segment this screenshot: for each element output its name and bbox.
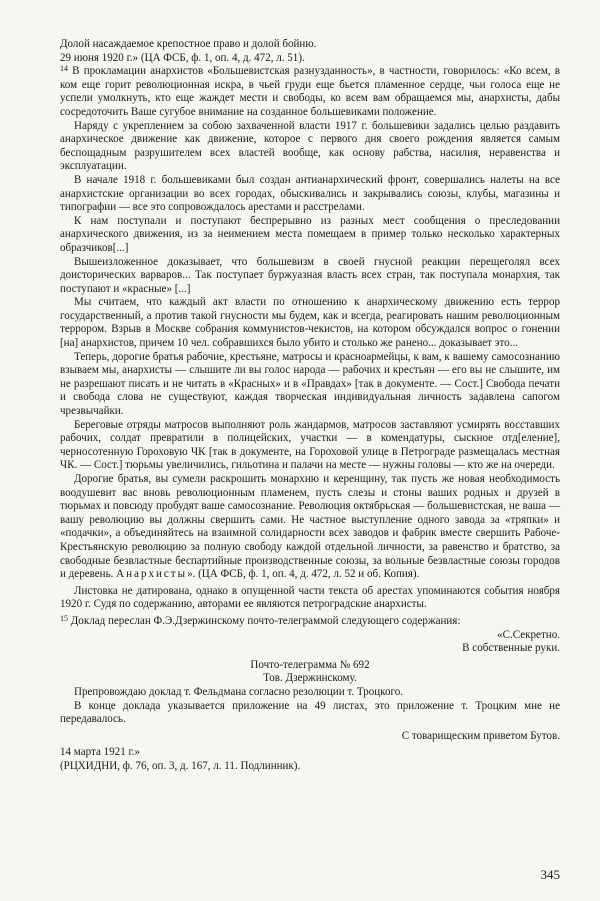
own-hands-mark: В собственные руки. — [462, 642, 560, 655]
footnote-14 — [60, 65, 560, 119]
telegram-body: В конце доклада указывается приложение на 49 листах, это приложение т. Троцким мне не передавалось. — [60, 699, 560, 726]
proclamation-paragraph: Береговые отряды матросов выполняют роль жандармов, матросов заставляют усмирять восставших рабочих, солдат превратили в полицейских, участки — в комендатуры, сыскное отд[еление], черносотенную Гороховую ЧК [так в документе, на Гороховой улице в Петрограде размещалась местная ЧК. — Сост.] тюрьмы увеличились, гильотина и палачи на месте — нужны головы — кто же на очереди. — [60, 418, 560, 472]
proclamation-paragraph: Наряду с укреплением за собою захваченной власти 1917 г. большевики задались целью раздавить анархическое движение как движение, которое с первого дня своего рождения является самым беспощадным разрушителем всех властей вообще, как основу рабства, насилия, неравенства и эксплуатации. — [60, 119, 560, 173]
footnote-15 — [60, 615, 560, 629]
intro-line: Долой насаждаемое крепостное право и долой бойню. — [60, 38, 317, 50]
signature: Анархисты — [116, 568, 188, 581]
telegram-source: (РЦХИДНИ, ф. 76, оп. 3, д. 167, л. 11. Подлинник). — [60, 759, 301, 772]
page-number: 345 — [540, 867, 560, 882]
archive-source: ». (ЦА ФСБ, ф. 1, оп. 4, д. 472, л. 52 и об. Копия). — [187, 568, 420, 581]
intro-date-source: 29 июня 1920 г.» (ЦА ФСБ, ф. 1, оп. 4, д. 472, л. 51). — [60, 51, 305, 64]
paragraph-text: Дорогие братья, вы сумели раскрошить монархию и керенщину, так пусть же новая необходимость воодушевит вас вновь революционным пламенем, пусть слезы и стоны ваших родных и друзей в тюрьмах и повсюду пробудят ваше самосознание. Революция октябрьская — большевистская, не ваша — вашу революцию вы должны свершить сами. Не частное выступление одного завода за «тряпки» и «подачки», а объединяйтесь на взаимной солидарности всех заводов и фабрик вместе свершить Рабоче-Крестьянскую революцию за полную свободу каждой отдельной личности, за равенство и братство, за свободные безвластные беспартийные производственные союзы, за вольные безвластные союзы городов и деревень. — [60, 473, 560, 581]
proclamation-paragraph — [60, 473, 560, 582]
footnote-14-text: В прокламации анархистов «Большевистская разнузданность», в частности, говорилось: «Ко всем, в ком еще горит революционная искра, в чьей груди еще бьется пламенное сердце, чьи голоса еще не успели умолкнуть, кто еще жаждет мести и свободы, ко всем вам обращаемся мы, анархисты, дабы сосредоточить Ваше сугубое внимание на созданное большевиками положение. — [60, 65, 560, 118]
proclamation-paragraph: Теперь, дорогие братья рабочие, крестьяне, матросы и красноармейцы, к вам, к вашему самосознанию взываем мы, анархисты — слышите ли вы голос народа — рабочих и крестьян — его вы не слышите, им не разрешают писать и не читать в «Красных» и в «Правдах» [так в документе. — Сост.] Свобода печати и свобода слова не существуют, каждая творческая индивидуальная личность задавлена сапогом чрезвычайки. — [60, 350, 560, 418]
proclamation-paragraph: Мы считаем, что каждый акт власти по отношению к анархическому движению есть террор государственный, а против такой гнусности мы будем, как и всегда, реагировать нашим революционным террором. Взрыв в Москве собрания коммунистов-чекистов, на котором обсуждался вопрос о гонении [на] анархистов, причем 10 чел. собравшихся было убито и столько же ранено... доказывает это... — [60, 296, 560, 350]
telegram-addressee: Тов. Дзержинскому. — [263, 672, 357, 685]
secrecy-mark: «С.Секретно. — [497, 628, 560, 641]
telegram-body: Препровождаю доклад т. Фельдмана согласно резолюции т. Троцкого. — [74, 685, 404, 698]
telegram-title: Почто-телеграмма № 692 — [250, 658, 370, 671]
footnote-number: 14 — [60, 64, 68, 74]
proclamation-paragraph: Вышеизложенное доказывает, что большевизм в своей гнусной реакции перещеголял всех доисторических варваров... Так поступает буржуазная власть всех стран, так поступала монархия, так поступают и «красные» [...] — [60, 255, 560, 295]
editor-comment: Листовка не датирована, однако в опущенной части текста об арестах упоминаются события ноября 1920 г. Судя по содержанию, авторами ее являются петроградские анархисты. — [60, 584, 560, 611]
telegram-date: 14 марта 1921 г.» — [60, 746, 141, 759]
telegram-closing: С товарищеским приветом Бутов. — [401, 729, 560, 742]
footnote-number: 15 — [60, 613, 68, 623]
footnote-15-text: Доклад переслан Ф.Э.Дзержинскому почто-телеграммой следующего содержания: — [68, 614, 461, 627]
proclamation-paragraph: В начале 1918 г. большевиками был создан антианархический фронт, совершались налеты на все анархистские организации во всех городах, обыскивались и закрывались союзы, клубы, магазины и типографии — все это сопровождалось арестами и расстрелами. — [60, 173, 560, 214]
proclamation-paragraph: К нам поступали и поступают беспрерывно из разных мест сообщения о преследовании анархического движения, из за неимением места помещаем в пример только несколько характерных образчиков[...] — [60, 214, 560, 254]
